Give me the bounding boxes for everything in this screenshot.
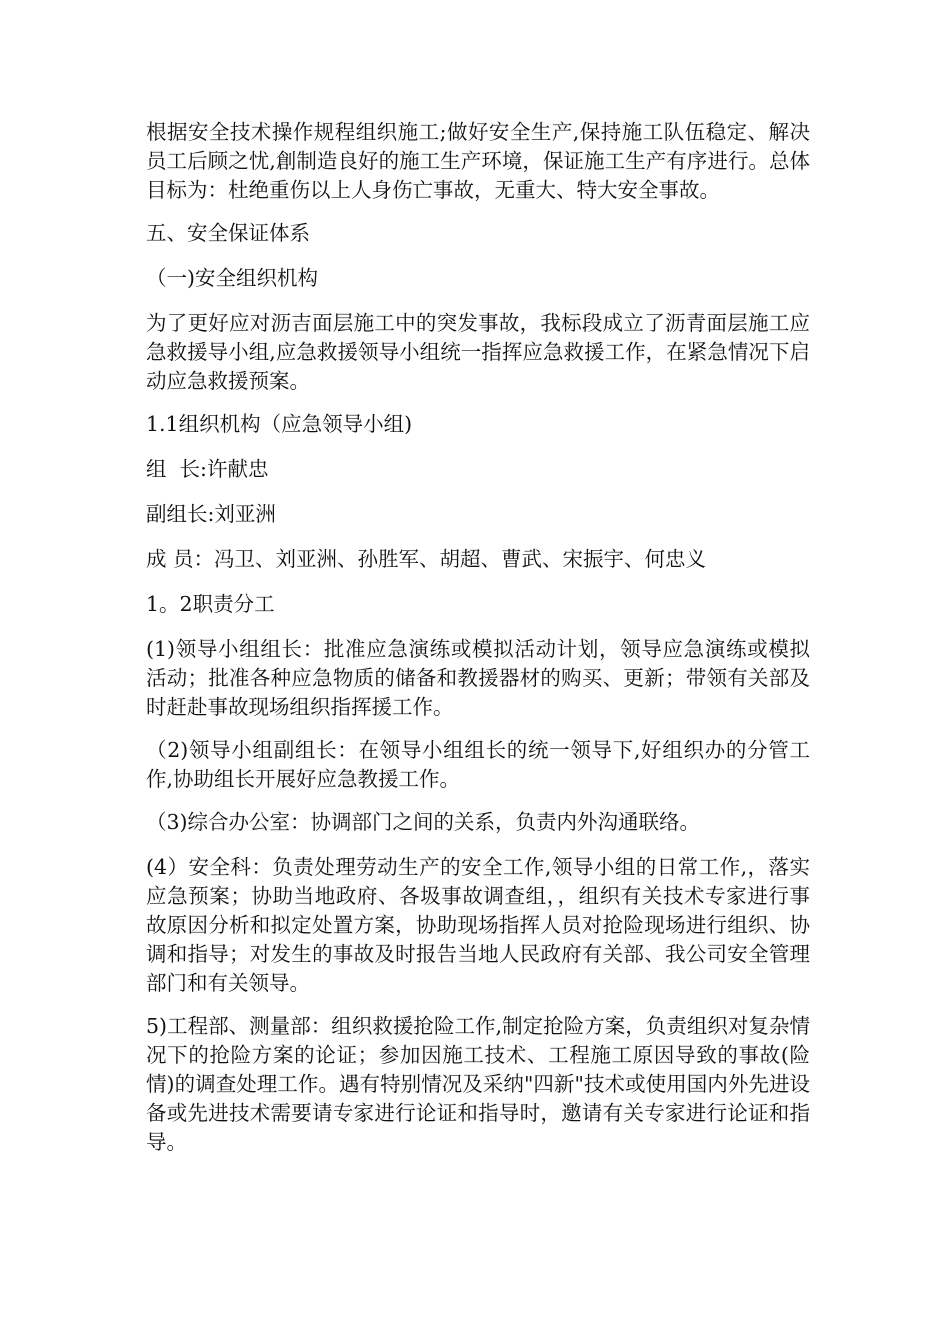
heading-safety-guarantee-system: 五、安全保证体系 <box>146 221 310 245</box>
paragraph-safety-operation: 根据安全技术操作规程组织施工;做好安全生产,保持施工队伍稳定、解决员工后顾之忧,創制造良好的施工生产环境，保证施工生产有序进行。总体目标为：杜绝重伤以上人身伤亡事故，无重大、特大安全事故。 <box>146 120 810 202</box>
heading-safety-organization: （一)安全组织机构 <box>146 266 318 290</box>
responsibility-leader: (1)领导小组组长：批准应急演练或模拟活动计划，领导应急演练或模拟活动；批准各种应急物质的储备和教援器材的购买、更新；带领有关部及时赶赴事故现场组织指挥援工作。 <box>146 637 810 719</box>
responsibility-office: （3)综合办公室：协调部门之间的关系，负责内外沟通联络。 <box>146 810 701 834</box>
heading-responsibilities: 1。2职责分工 <box>146 592 275 616</box>
responsibility-deputy-leader: （2)领导小组副组长：在领导小组组长的统一领导下,好组织办的分管工作,协助组长开展好应急教援工作。 <box>146 738 810 791</box>
responsibility-safety-department: (4）安全科：负责处理劳动生产的安全工作,领导小组的日常工作,，落实应急预案；协助当地政府、各圾事故调查组，，组织有关技术专家进行事故原因分析和拟定处置方案，协助现场指挥人员对抢险现场进行组织、协调和指导；对发生的事故及时报告当地人民政府有关部、我公司安全管理部门和有关领导。 <box>146 855 810 995</box>
paragraph-emergency-team: 为了更好应对沥吉面层施工中的突发事故，我标段成立了沥青面层施工应急救援导小组,应急救援领导小组统一指挥应急救援工作，在紧急情况下启动应急救援预案。 <box>146 311 810 393</box>
team-members: 成 员：冯卫、刘亚洲、孙胜军、胡超、曹武、宋振宇、何忠义 <box>146 547 707 571</box>
responsibility-engineering-department: 5)工程部、测量部：组织救援抢险工作,制定抢险方案，负责组织对复杂情况下的抢险方案的论证；参加因施工技术、工程施工原因导致的事故(险情)的调查处理工作。遇有特别情况及采纳"四新"技术或使用国内外先进设备或先进技术需要请专家进行论证和指导时，邀请有关专家进行论证和指导。 <box>146 1014 810 1154</box>
heading-organization-structure: 1.1组织机构（应急领导小组) <box>146 412 413 436</box>
document-page <box>146 118 810 1171</box>
deputy-team-leader: 副组长:刘亚洲 <box>146 502 276 526</box>
team-leader: 组 长:许献忠 <box>146 457 269 481</box>
